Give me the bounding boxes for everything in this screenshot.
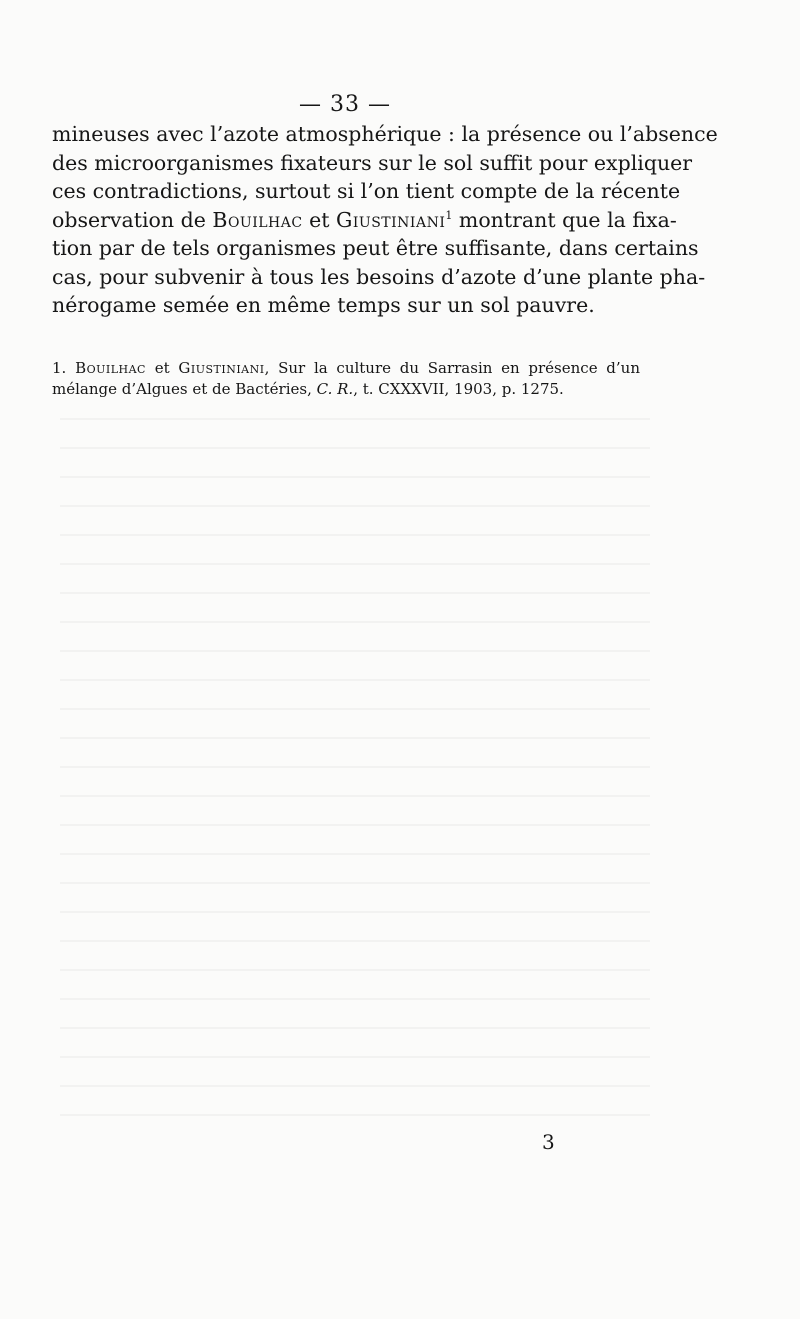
- footnote-line: [52, 379, 640, 400]
- text-line: [52, 206, 677, 235]
- text-line: tion par de tels organismes peut être suffisante, dans certains: [52, 236, 699, 260]
- author-name: Bouilhac: [212, 207, 303, 232]
- footnote: [52, 358, 640, 400]
- author-name: Giustiniani: [178, 359, 265, 377]
- author-name: Giustiniani: [336, 207, 446, 232]
- text-segment: et: [309, 207, 330, 232]
- page-number: — 33 —: [299, 92, 391, 117]
- text-line: mineuses avec l’azote atmosphérique : la présence ou l’absence: [52, 122, 718, 146]
- text-line: nérogame semée en même temps sur un sol pauvre.: [52, 293, 595, 317]
- text-line: cas, pour subvenir à tous les besoins d’azote d’une plante pha-: [52, 264, 706, 289]
- text-segment: observation de: [52, 207, 206, 232]
- journal-abbrev: C. R.: [316, 380, 354, 398]
- body-paragraph: [52, 120, 718, 320]
- text-segment: mélange d’Algues et de Bactéries,: [52, 380, 312, 398]
- text-segment: , Sur la culture du Sarrasin en présence d’un: [264, 359, 640, 377]
- show-through-texture: [60, 400, 650, 1120]
- text-segment: montrant que la fixa-: [458, 207, 677, 232]
- text-line: des microorganismes fixateurs sur le sol suffit pour expliquer: [52, 150, 693, 175]
- text-line: ces contradictions, surtout si l’on tient compte de la récente: [52, 179, 681, 203]
- footnote-line: [52, 358, 640, 379]
- footnote-marker: 1.: [52, 359, 67, 377]
- author-name: Bouilhac: [75, 359, 146, 377]
- text-segment: , t. CXXXVII, 1903, p. 1275.: [353, 380, 564, 398]
- footnote-reference[interactable]: 1: [445, 208, 453, 222]
- signature-mark: 3: [542, 1130, 555, 1154]
- text-segment: et: [154, 359, 170, 377]
